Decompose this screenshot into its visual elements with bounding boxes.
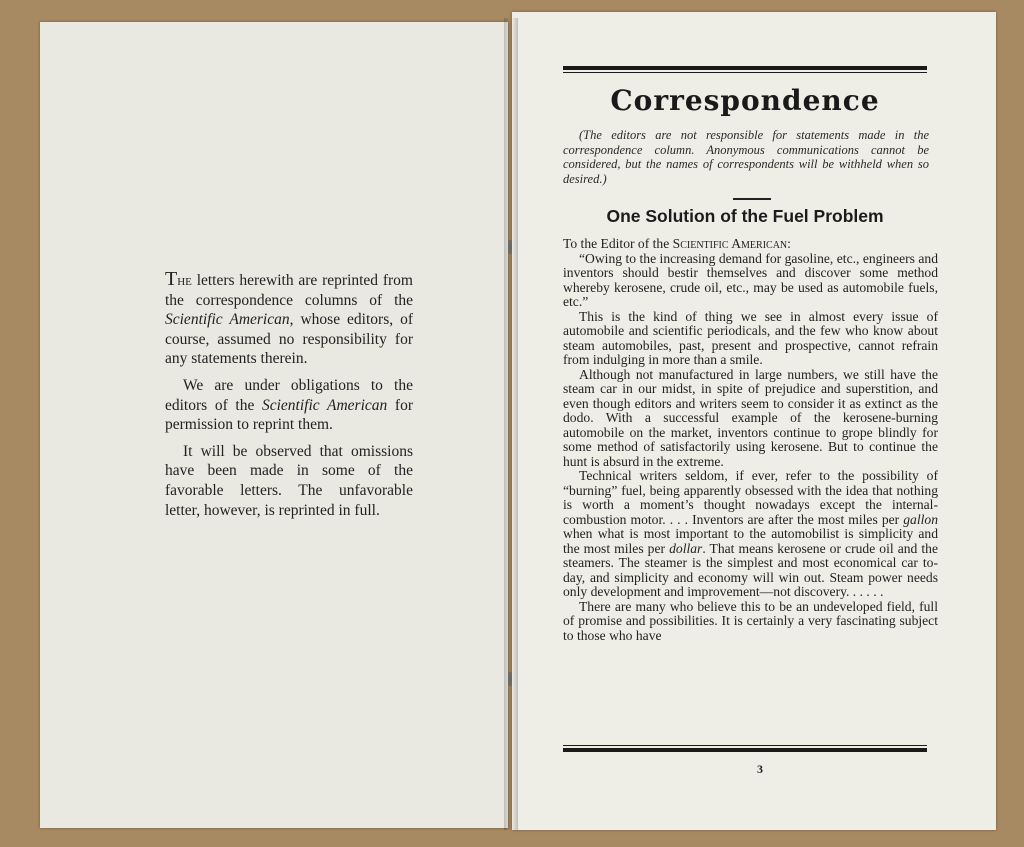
article-paragraph-3: Although not manufactured in large numbers, we still have the steam car in our midst, in spite of prejudice and superstition, and even though editors and writers seem to consider it as extinct as the dodo. With a successful example of the kerosene-burning automobile on the market, inventors continue to grope blindly for some method of satisfactorily using kerosene. But to continue the hunt is absurd in the extreme. bbox=[563, 366, 938, 469]
article-body bbox=[563, 237, 938, 643]
intro-paragraph-1 bbox=[165, 270, 413, 369]
short-divider bbox=[733, 198, 771, 200]
intro-italic-1: Scientific American bbox=[165, 311, 290, 329]
intro-text-2a: We are under obligations to the editors of the bbox=[165, 376, 413, 414]
p4-text-a: Technical writers seldom, if ever, refer to the possibility of “burning” fuel, being apparently obsessed with the idea that nothing is worth a moment’s thought nowadays except the internal-combustion motor. . . . Inventors are after the most miles per bbox=[563, 468, 938, 527]
staple-bottom bbox=[508, 672, 512, 686]
left-page-intro bbox=[165, 270, 413, 527]
intro-paragraph-3: It will be observed that omissions have been made in some of the favorable letters. The unfavorable letter, however, is reprinted in full. bbox=[165, 442, 413, 519]
bottom-double-rule bbox=[563, 745, 927, 752]
editors-note-text: (The editors are not responsible for statements made in the correspondence column. Anonymous communications cannot be considered, but the names of correspondents will be withheld when so desired.) bbox=[563, 128, 929, 186]
intro-italic-2: Scientific American bbox=[261, 396, 388, 414]
intro-text-1a: letters herewith are reprinted from the correspondence columns of the bbox=[165, 272, 413, 309]
top-double-rule bbox=[563, 66, 927, 73]
article-heading: One Solution of the Fuel Problem bbox=[606, 206, 884, 226]
p4-italic-gallon: gallon bbox=[903, 511, 938, 527]
salutation-colon: : bbox=[787, 236, 791, 251]
salutation-publication: Scientific American bbox=[672, 236, 788, 251]
p4-text-b: when what is most important to the automobilist is simplicity and the most miles per bbox=[563, 526, 938, 556]
article-paragraph-4 bbox=[563, 469, 938, 600]
article-paragraph-1: “Owing to the increasing demand for gasoline, etc., engineers and inventors should bestir themselves and discover some method whereby kerosene, crude oil, etc., may be used as automobile fuels, etc.” bbox=[563, 250, 938, 309]
booklet-spine bbox=[504, 18, 518, 830]
salutation-prefix: To the Editor of the bbox=[563, 236, 673, 251]
article-paragraph-2: This is the kind of thing we see in almost every issue of automobile and scientific periodicals, and the few who know about steam automobiles, past, present and prospective, cannot refrain from indulging in more than a smile. bbox=[563, 308, 938, 367]
article-paragraph-5: There are many who believe this to be an undeveloped field, full of promise and possibilities. It is certainly a very fascinating subject to those who have bbox=[563, 598, 938, 643]
intro-paragraph-2 bbox=[165, 376, 413, 435]
small-caps-he: he bbox=[177, 272, 192, 289]
p4-text-c: . That means kerosene or crude oil and the steamers. The steamer is the simplest and most economical car to-day, and simplicity and economy will win out. Steam power needs only development and improvement—not discovery. . . . . . bbox=[563, 540, 938, 599]
p4-italic-dollar: dollar bbox=[669, 540, 703, 556]
intro-text-2b: for permission to reprint them. bbox=[165, 396, 413, 434]
salutation bbox=[563, 237, 938, 252]
intro-text-1b: , whose editors, of course, assumed no responsibility for any statements therein. bbox=[165, 311, 413, 368]
page-title: Correspondence bbox=[610, 84, 880, 117]
editors-note bbox=[563, 128, 929, 186]
page-number: 3 bbox=[757, 762, 763, 776]
staple-top bbox=[508, 240, 512, 254]
drop-cap: T bbox=[165, 268, 178, 290]
